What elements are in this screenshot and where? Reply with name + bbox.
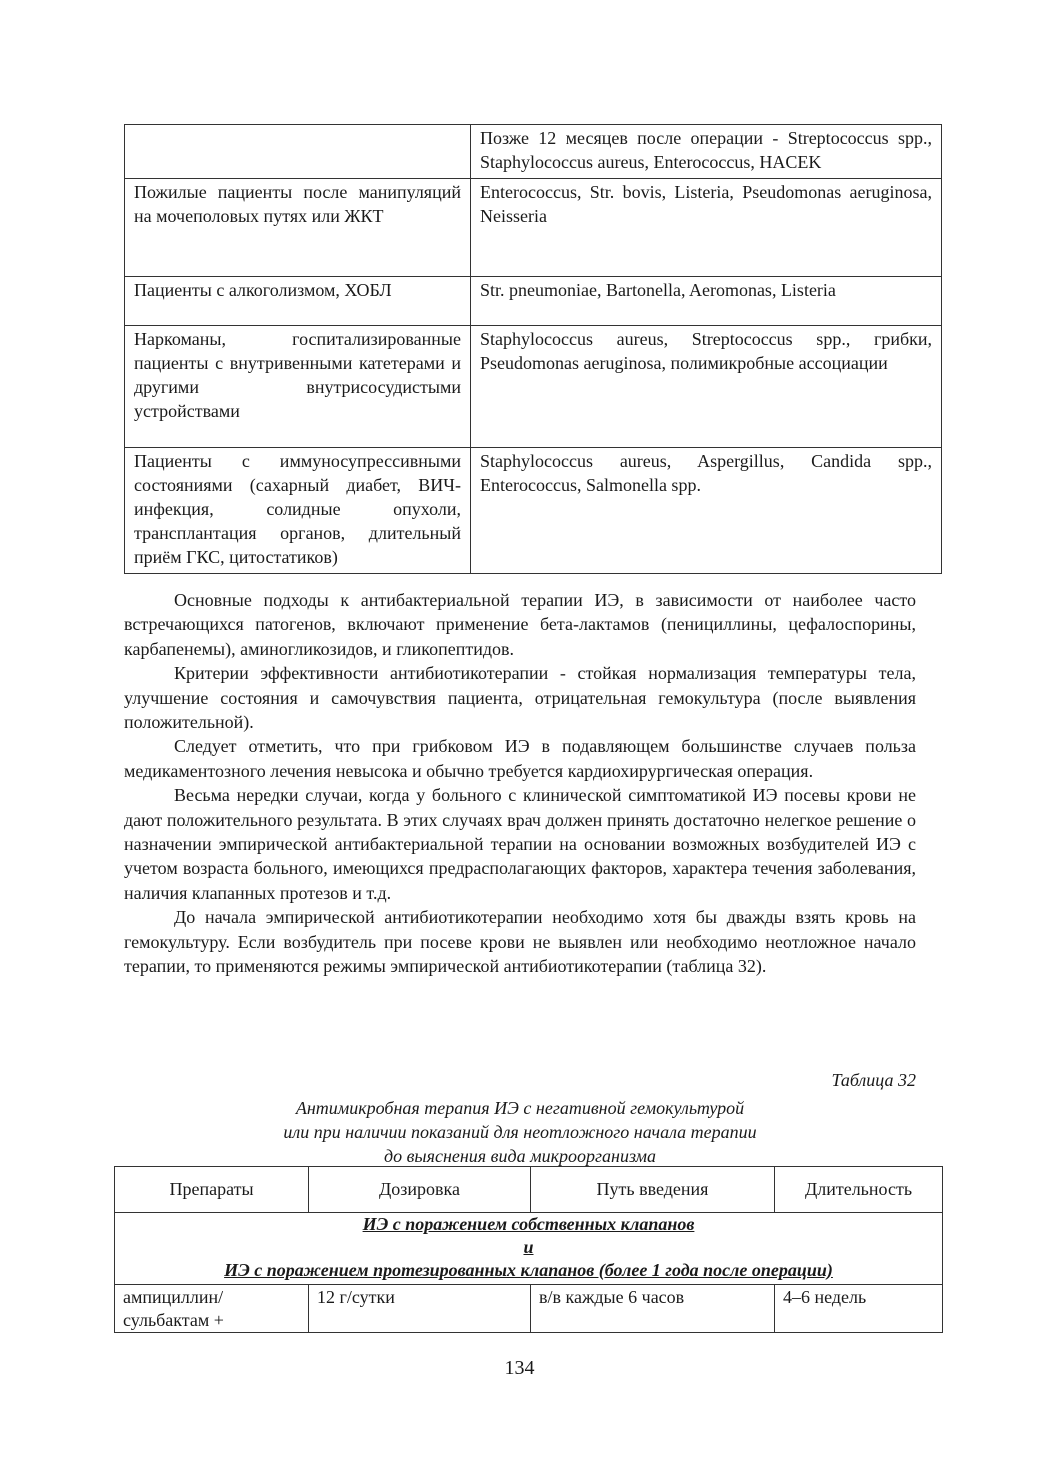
antimicrobial-table: [114, 1166, 943, 1333]
paragraph: До начала эмпирической антибиотикотерапии необходимо хотя бы дважды взять кровь на гемокультуру. Если возбудитель при посеве крови не выявлен или необходимо неотложное начало терапии, то применяются режимы эмпирической антибиотикотерапии (таблица 32).: [124, 907, 916, 977]
column-header: Путь введения: [531, 1167, 775, 1213]
group-row: [115, 1213, 943, 1285]
pathogens-table: [124, 124, 942, 574]
drug-cell: ампициллин/сульбактам +: [115, 1285, 309, 1333]
duration-cell: 4–6 недель: [775, 1285, 943, 1333]
table-row: [125, 448, 942, 574]
paragraph: Критерии эффективности антибиотикотерапии - стойкая нормализация температуры тела, улучшение состояния и самочувствия пациента, отрицательная гемокультура (после выявления положительной).: [124, 663, 916, 733]
dose-cell: 12 г/сутки: [309, 1285, 531, 1333]
table-row: [125, 277, 942, 326]
table-cell: Пожилые пациенты после манипуляций на мочеполовых путях или ЖКТ: [125, 179, 471, 277]
table-row: [125, 125, 942, 179]
caption-line: или при наличии показаний для неотложного начала терапии: [283, 1122, 757, 1142]
table-cell: Staphylococcus aureus, Aspergillus, Candida spp., Enterococcus, Salmonella spp.: [471, 448, 942, 574]
table-cell: Наркоманы, госпитализированные пациенты с внутривенными катетерами и другими внутрисосудистыми устройствами: [125, 326, 471, 448]
table-row: [125, 326, 942, 448]
route-cell: в/в каждые 6 часов: [531, 1285, 775, 1333]
table-cell: [125, 125, 471, 179]
header-row: [115, 1167, 943, 1213]
table-row: [125, 179, 942, 277]
group-line: ИЭ с поражением собственных клапанов: [362, 1214, 695, 1234]
caption-line: Антимикробная терапия ИЭ с негативной гемокультурой: [295, 1098, 745, 1118]
table-row: [115, 1285, 943, 1333]
paragraph: Следует отметить, что при грибковом ИЭ в подавляющем большинстве случаев польза медикаментозного лечения невысока и обычно требуется кардиохирургическая операция.: [124, 736, 916, 781]
caption-line: до выяснения вида микроорганизма: [383, 1146, 657, 1166]
table-caption: [124, 1096, 916, 1168]
table-cell: Позже 12 месяцев после операции - Streptococcus spp., Staphylococcus aureus, Enterococcus, HACEK: [471, 125, 942, 179]
body-text: [124, 588, 916, 979]
paragraph: Основные подходы к антибактериальной терапии ИЭ, в зависимости от наиболее часто встречающихся патогенов, включают применение бета-лактамов (пенициллины, цефалоспорины, карбапенемы), аминогликозидов, и гликопептидов.: [124, 590, 916, 659]
group-line: и: [523, 1237, 534, 1257]
column-header: Препараты: [115, 1167, 309, 1213]
table-cell: Staphylococcus aureus, Streptococcus spp., грибки, Pseudomonas aeruginosa, полимикробные ассоциации: [471, 326, 942, 448]
table-cell: Пациенты с иммуносупрессивными состояниями (сахарный диабет, ВИЧ-инфекция, солидные опухоли, трансплантация органов, длительный приём ГКС, цитостатиков): [125, 448, 471, 574]
group-line: ИЭ с поражением протезированных клапанов (более 1 года после операции): [224, 1260, 833, 1280]
table-cell: Пациенты с алкоголизмом, ХОБЛ: [125, 277, 471, 326]
table-cell: Enterococcus, Str. bovis, Listeria, Pseudomonas aeruginosa, Neisseria: [471, 179, 942, 277]
table-cell: Str. pneumoniae, Bartonella, Aeromonas, Listeria: [471, 277, 942, 326]
column-header: Длительность: [775, 1167, 943, 1213]
group-heading: [115, 1213, 943, 1285]
column-header: Дозировка: [309, 1167, 531, 1213]
paragraph: Весьма нередки случаи, когда у больного с клинической симптоматикой ИЭ посевы крови не дают положительного результата. В этих случаях врач должен принять достаточно нелегкое решение о назначении эмпирической антибактериальной терапии на основании возможных возбудителей ИЭ с учетом возраста больного, имеющихся предрасполагающих факторов, характера течения заболевания, наличия клапанных протезов и т.д.: [124, 785, 916, 903]
page-number: 134: [504, 1357, 535, 1379]
table-number: Таблица 32: [831, 1070, 916, 1090]
